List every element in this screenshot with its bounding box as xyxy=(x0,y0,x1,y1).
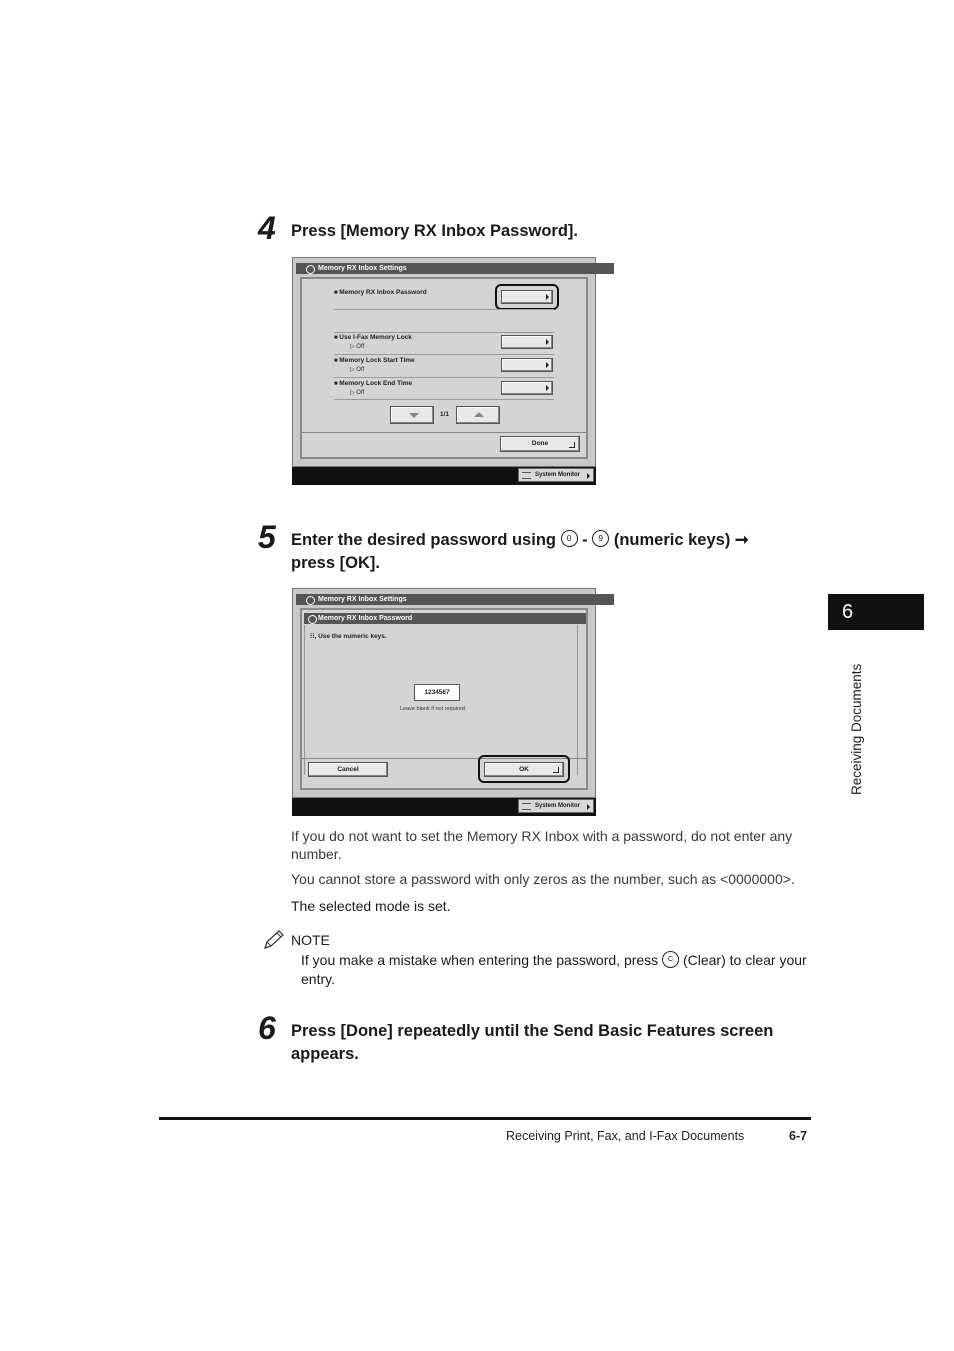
keypad-icon: ⁝⁝ xyxy=(310,633,315,640)
row-memory-lock-end-time: ■ Memory Lock End Time xyxy=(334,380,413,387)
screen1-title: Memory RX Inbox Settings xyxy=(318,265,407,272)
footer-rule xyxy=(159,1117,811,1120)
screen2-subtitle: Memory RX Inbox Password xyxy=(318,615,413,622)
settings-logo-icon xyxy=(306,265,315,274)
instruction-text: ⁝⁝, Use the numeric keys. xyxy=(310,633,387,640)
page-down-button[interactable] xyxy=(390,406,434,424)
screen-memory-rx-settings xyxy=(292,257,596,485)
screen2-subtitlebar xyxy=(304,613,586,624)
triangle-down-icon xyxy=(409,413,419,418)
cancel-button[interactable]: Cancel xyxy=(308,762,388,777)
screen2-titlebar xyxy=(296,594,614,605)
page-up-button[interactable] xyxy=(456,406,500,424)
row-memory-rx-inbox-password: ■ Memory RX Inbox Password xyxy=(334,289,427,296)
screen-password-entry xyxy=(292,588,596,816)
clear-key-icon: C xyxy=(662,951,679,968)
memory-lock-start-time-button[interactable] xyxy=(501,358,553,372)
chapter-number: 6 xyxy=(842,601,854,623)
settings-logo-icon xyxy=(306,596,315,605)
step-6-number: 6 xyxy=(258,1010,276,1046)
password-input[interactable]: 1234567 xyxy=(414,684,460,701)
memory-lock-end-time-button[interactable] xyxy=(501,381,553,395)
password-logo-icon xyxy=(308,615,317,624)
screen2-title: Memory RX Inbox Settings xyxy=(318,596,407,603)
footer-section-title: Receiving Print, Fax, and I-Fax Documents xyxy=(506,1129,745,1143)
password-hint: Leave blank if not required. xyxy=(400,706,467,712)
screen1-titlebar xyxy=(296,263,614,274)
page-indicator: 1/1 xyxy=(440,411,450,418)
numeric-key-0-icon: 0 xyxy=(561,530,578,547)
numeric-key-9-icon: 9 xyxy=(592,530,609,547)
chapter-side-label: Receiving Documents xyxy=(849,663,864,795)
paragraph-mode-set: The selected mode is set. xyxy=(291,898,451,914)
screen1-content xyxy=(300,277,588,459)
step-5-text: Enter the desired password using 0 - 9 (numeric keys) ➞ press [OK]. xyxy=(291,531,749,572)
system-monitor-icon xyxy=(522,472,531,479)
use-ifax-memory-lock-button[interactable] xyxy=(501,335,553,349)
chapter-tab xyxy=(828,594,924,630)
system-monitor-icon xyxy=(522,803,531,810)
note-heading: NOTE xyxy=(291,932,330,948)
step-6-text: Press [Done] repeatedly until the Send Basic Features screen appears. xyxy=(291,1022,774,1063)
step-4-number: 4 xyxy=(258,210,276,246)
system-monitor-button[interactable]: System Monitor xyxy=(518,468,594,482)
screen2-content xyxy=(300,608,588,790)
triangle-up-icon xyxy=(474,412,484,417)
highlight-ok-button xyxy=(478,755,570,783)
note-pencil-icon xyxy=(262,929,286,951)
note-text: If you make a mistake when entering the password, press C (Clear) to clear your entry. xyxy=(301,952,807,987)
highlight-password-button xyxy=(495,284,559,310)
step-4-text: Press [Memory RX Inbox Password]. xyxy=(291,222,579,240)
footer-page-number: 6-7 xyxy=(789,1129,808,1143)
step-5-number: 5 xyxy=(258,519,276,555)
paragraph-no-password: If you do not want to set the Memory RX Inbox with a password, do not enter any number. xyxy=(291,828,793,862)
row-memory-lock-end-time-value: ▷ Off xyxy=(350,390,365,396)
ok-button[interactable]: OK xyxy=(484,762,564,777)
system-monitor-button[interactable]: System Monitor xyxy=(518,799,594,813)
paragraph-zeros-warning: You cannot store a password with only zeros as the number, such as <0000000>. xyxy=(291,871,795,887)
row-memory-lock-start-time: ■ Memory Lock Start Time xyxy=(334,357,415,364)
done-button[interactable]: Done xyxy=(500,436,580,452)
row-use-ifax-memory-lock-value: ▷ Off xyxy=(350,344,365,350)
row-memory-lock-start-time-value: ▷ Off xyxy=(350,367,365,373)
row-use-ifax-memory-lock: ■ Use I-Fax Memory Lock xyxy=(334,334,412,341)
